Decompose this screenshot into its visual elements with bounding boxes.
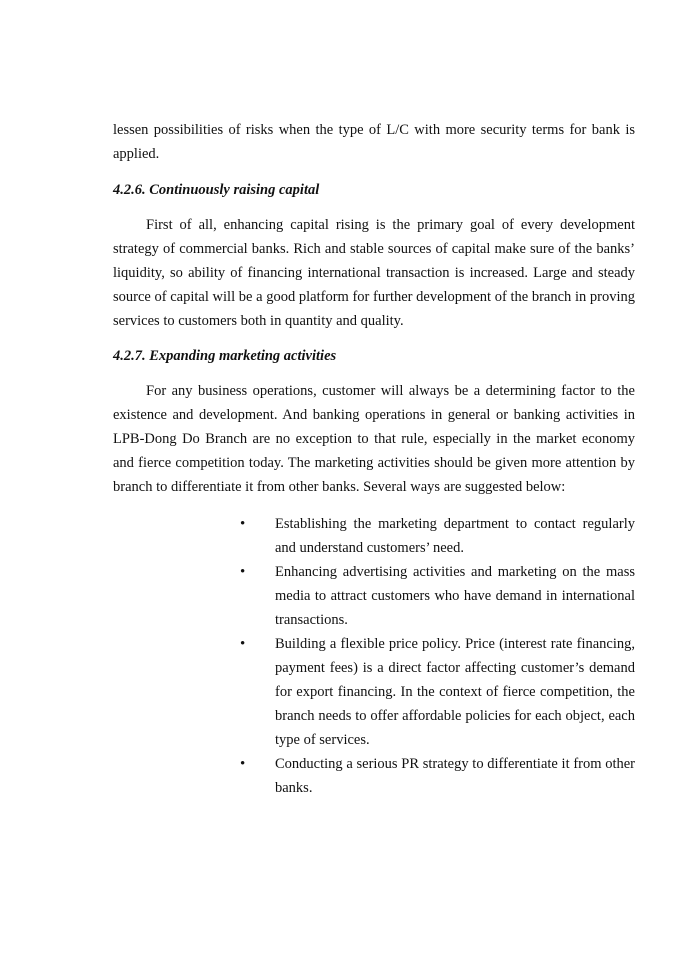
list-item <box>240 512 635 560</box>
bullet-icon: • <box>240 516 246 532</box>
bullet-icon: • <box>240 636 246 652</box>
list-item-text: Establishing the marketing department to contact regularly and understand customers’ need. <box>275 516 635 556</box>
bullet-icon: • <box>240 756 246 772</box>
list-item-text: Enhancing advertising activities and marketing on the mass media to attract customers who have demand in international transactions. <box>275 564 635 628</box>
list-item <box>240 752 635 800</box>
bullet-icon: • <box>240 564 246 580</box>
suggestion-list <box>240 512 635 800</box>
paragraph-capital: First of all, enhancing capital rising is the primary goal of every development strategy of commercial banks. Rich and stable sources of capital make sure of the banks’ liquidity, so ability of financing international transaction is increased. Large and steady source of capital will be a good platform for further development of the branch in proving services to customers both in quantity and quality. <box>113 217 635 329</box>
paragraph-intro-continuation: lessen possibilities of risks when the type of L/C with more security terms for bank is applied. <box>113 122 635 162</box>
section-heading-marketing: 4.2.7. Expanding marketing activities <box>113 348 337 364</box>
paragraph-marketing: For any business operations, customer will always be a determining factor to the existence and development. And banking operations in general or banking activities in LPB-Dong Do Branch are no exception to that rule, especially in the market economy and fierce competition today. The marketing activities should be given more attention by branch to differentiate it from other banks. Several ways are suggested below: <box>113 383 635 495</box>
list-item <box>240 560 635 632</box>
list-item-text: Conducting a serious PR strategy to differentiate it from other banks. <box>275 756 635 796</box>
list-item <box>240 632 635 752</box>
list-item-text: Building a flexible price policy. Price (interest rate financing, payment fees) is a direct factor affecting customer’s demand for export financing. In the context of fierce competition, the branch needs to offer affordable policies for each object, each type of services. <box>275 636 635 748</box>
section-heading-capital: 4.2.6. Continuously raising capital <box>113 182 320 198</box>
